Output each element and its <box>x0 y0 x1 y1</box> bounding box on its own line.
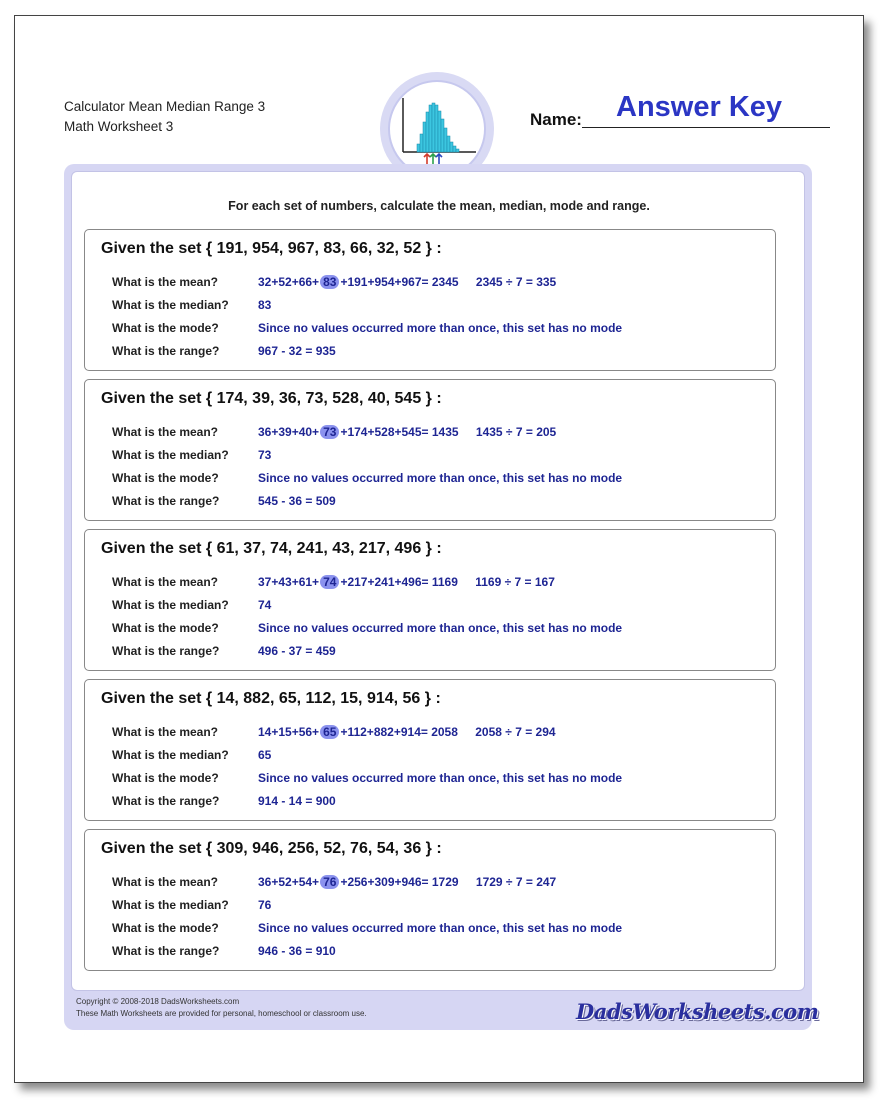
mean-division: 1729 ÷ 7 = 247 <box>475 875 557 889</box>
mean-question: What is the mean? <box>112 875 219 889</box>
worksheet-title <box>64 97 265 137</box>
mode-question: What is the mode? <box>112 921 219 935</box>
range-question: What is the range? <box>112 494 220 508</box>
median-question: What is the median? <box>112 448 229 462</box>
mean-answer <box>258 275 556 289</box>
problem-box <box>84 379 776 521</box>
name-label: Name: <box>530 110 582 129</box>
mean-question: What is the mean? <box>112 575 219 589</box>
range-question: What is the range? <box>112 944 220 958</box>
sum-after: +174+528+545= 1435 <box>340 425 459 439</box>
median-highlight: 73 <box>320 425 339 439</box>
mode-question: What is the mode? <box>112 471 219 485</box>
range-answer: 545 - 36 = 509 <box>258 494 336 508</box>
mode-question: What is the mode? <box>112 771 219 785</box>
worksheet-content <box>71 171 805 991</box>
range-question: What is the range? <box>112 644 220 658</box>
sum-before: 14+15+56+ <box>258 725 320 739</box>
copyright-text: Copyright © 2008-2018 DadsWorksheets.com <box>76 997 240 1006</box>
usage-notice: These Math Worksheets are provided for personal, homeschool or classroom use. <box>76 1009 367 1018</box>
sum-after: +112+882+914= 2058 <box>340 725 458 739</box>
mean-division: 2345 ÷ 7 = 335 <box>475 275 557 289</box>
mode-answer: Since no values occurred more than once, this set has no mode <box>258 321 623 335</box>
sum-after: +191+954+967= 2345 <box>340 275 459 289</box>
median-highlight: 76 <box>320 875 339 889</box>
median-highlight: 65 <box>320 725 339 739</box>
median-answer: 74 <box>258 598 272 612</box>
problem-box <box>84 529 776 671</box>
mean-division: 1435 ÷ 7 = 205 <box>475 425 557 439</box>
sum-before: 36+39+40+ <box>258 425 320 439</box>
problem-box <box>84 679 776 821</box>
problem-title: Given the set { 174, 39, 36, 73, 528, 40, 545 } : <box>101 390 442 407</box>
worksheet-title-line2: Math Worksheet 3 <box>64 119 174 134</box>
problem-box <box>84 829 776 971</box>
median-answer: 65 <box>258 748 272 762</box>
mode-answer: Since no values occurred more than once, this set has no mode <box>258 471 623 485</box>
median-question: What is the median? <box>112 748 229 762</box>
mean-division: 2058 ÷ 7 = 294 <box>475 725 556 739</box>
mode-question: What is the mode? <box>112 321 219 335</box>
sum-before: 37+43+61+ <box>258 575 320 589</box>
mean-answer <box>258 875 556 889</box>
dadsworksheets-logo: DadsWorksheets.com <box>576 999 819 1024</box>
median-question: What is the median? <box>112 298 229 312</box>
instructions: For each set of numbers, calculate the mean, median, mode and range. <box>228 199 650 213</box>
median-question: What is the median? <box>112 898 229 912</box>
name-underline <box>582 127 830 128</box>
median-highlight: 74 <box>320 575 339 589</box>
median-answer: 73 <box>258 448 272 462</box>
problem-title: Given the set { 191, 954, 967, 83, 66, 32, 52 } : <box>101 240 442 257</box>
range-question: What is the range? <box>112 794 220 808</box>
sum-after: +217+241+496= 1169 <box>340 575 458 589</box>
median-answer: 83 <box>258 298 272 312</box>
mode-answer: Since no values occurred more than once, this set has no mode <box>258 771 623 785</box>
problem-title: Given the set { 309, 946, 256, 52, 76, 54, 36 } : <box>101 840 442 857</box>
median-question: What is the median? <box>112 598 229 612</box>
range-answer: 914 - 14 = 900 <box>258 794 336 808</box>
median-highlight: 83 <box>320 275 339 289</box>
mode-answer: Since no values occurred more than once, this set has no mode <box>258 621 623 635</box>
median-answer: 76 <box>258 898 272 912</box>
mean-answer <box>258 725 556 739</box>
range-question: What is the range? <box>112 344 220 358</box>
footer-copyright <box>76 996 367 1020</box>
worksheet-title-line1: Calculator Mean Median Range 3 <box>64 99 266 114</box>
sum-before: 36+52+54+ <box>258 875 320 889</box>
range-answer: 946 - 36 = 910 <box>258 944 336 958</box>
mean-answer <box>258 425 556 439</box>
answer-key-heading: Answer Key <box>616 91 783 123</box>
worksheet-frame <box>64 164 819 1030</box>
range-answer: 967 - 32 = 935 <box>258 344 336 358</box>
mean-question: What is the mean? <box>112 725 219 739</box>
mean-answer <box>258 575 555 589</box>
mode-answer: Since no values occurred more than once, this set has no mode <box>258 921 623 935</box>
sum-after: +256+309+946= 1729 <box>340 875 459 889</box>
mode-question: What is the mode? <box>112 621 219 635</box>
sum-before: 32+52+66+ <box>258 275 320 289</box>
problem-title: Given the set { 14, 882, 65, 112, 15, 914, 56 } : <box>101 690 441 707</box>
mean-question: What is the mean? <box>112 425 219 439</box>
mean-division: 1169 ÷ 7 = 167 <box>475 575 555 589</box>
problem-title: Given the set { 61, 37, 74, 241, 43, 217, 496 } : <box>101 540 442 557</box>
range-answer: 496 - 37 = 459 <box>258 644 336 658</box>
mean-question: What is the mean? <box>112 275 219 289</box>
problem-box <box>84 229 776 371</box>
